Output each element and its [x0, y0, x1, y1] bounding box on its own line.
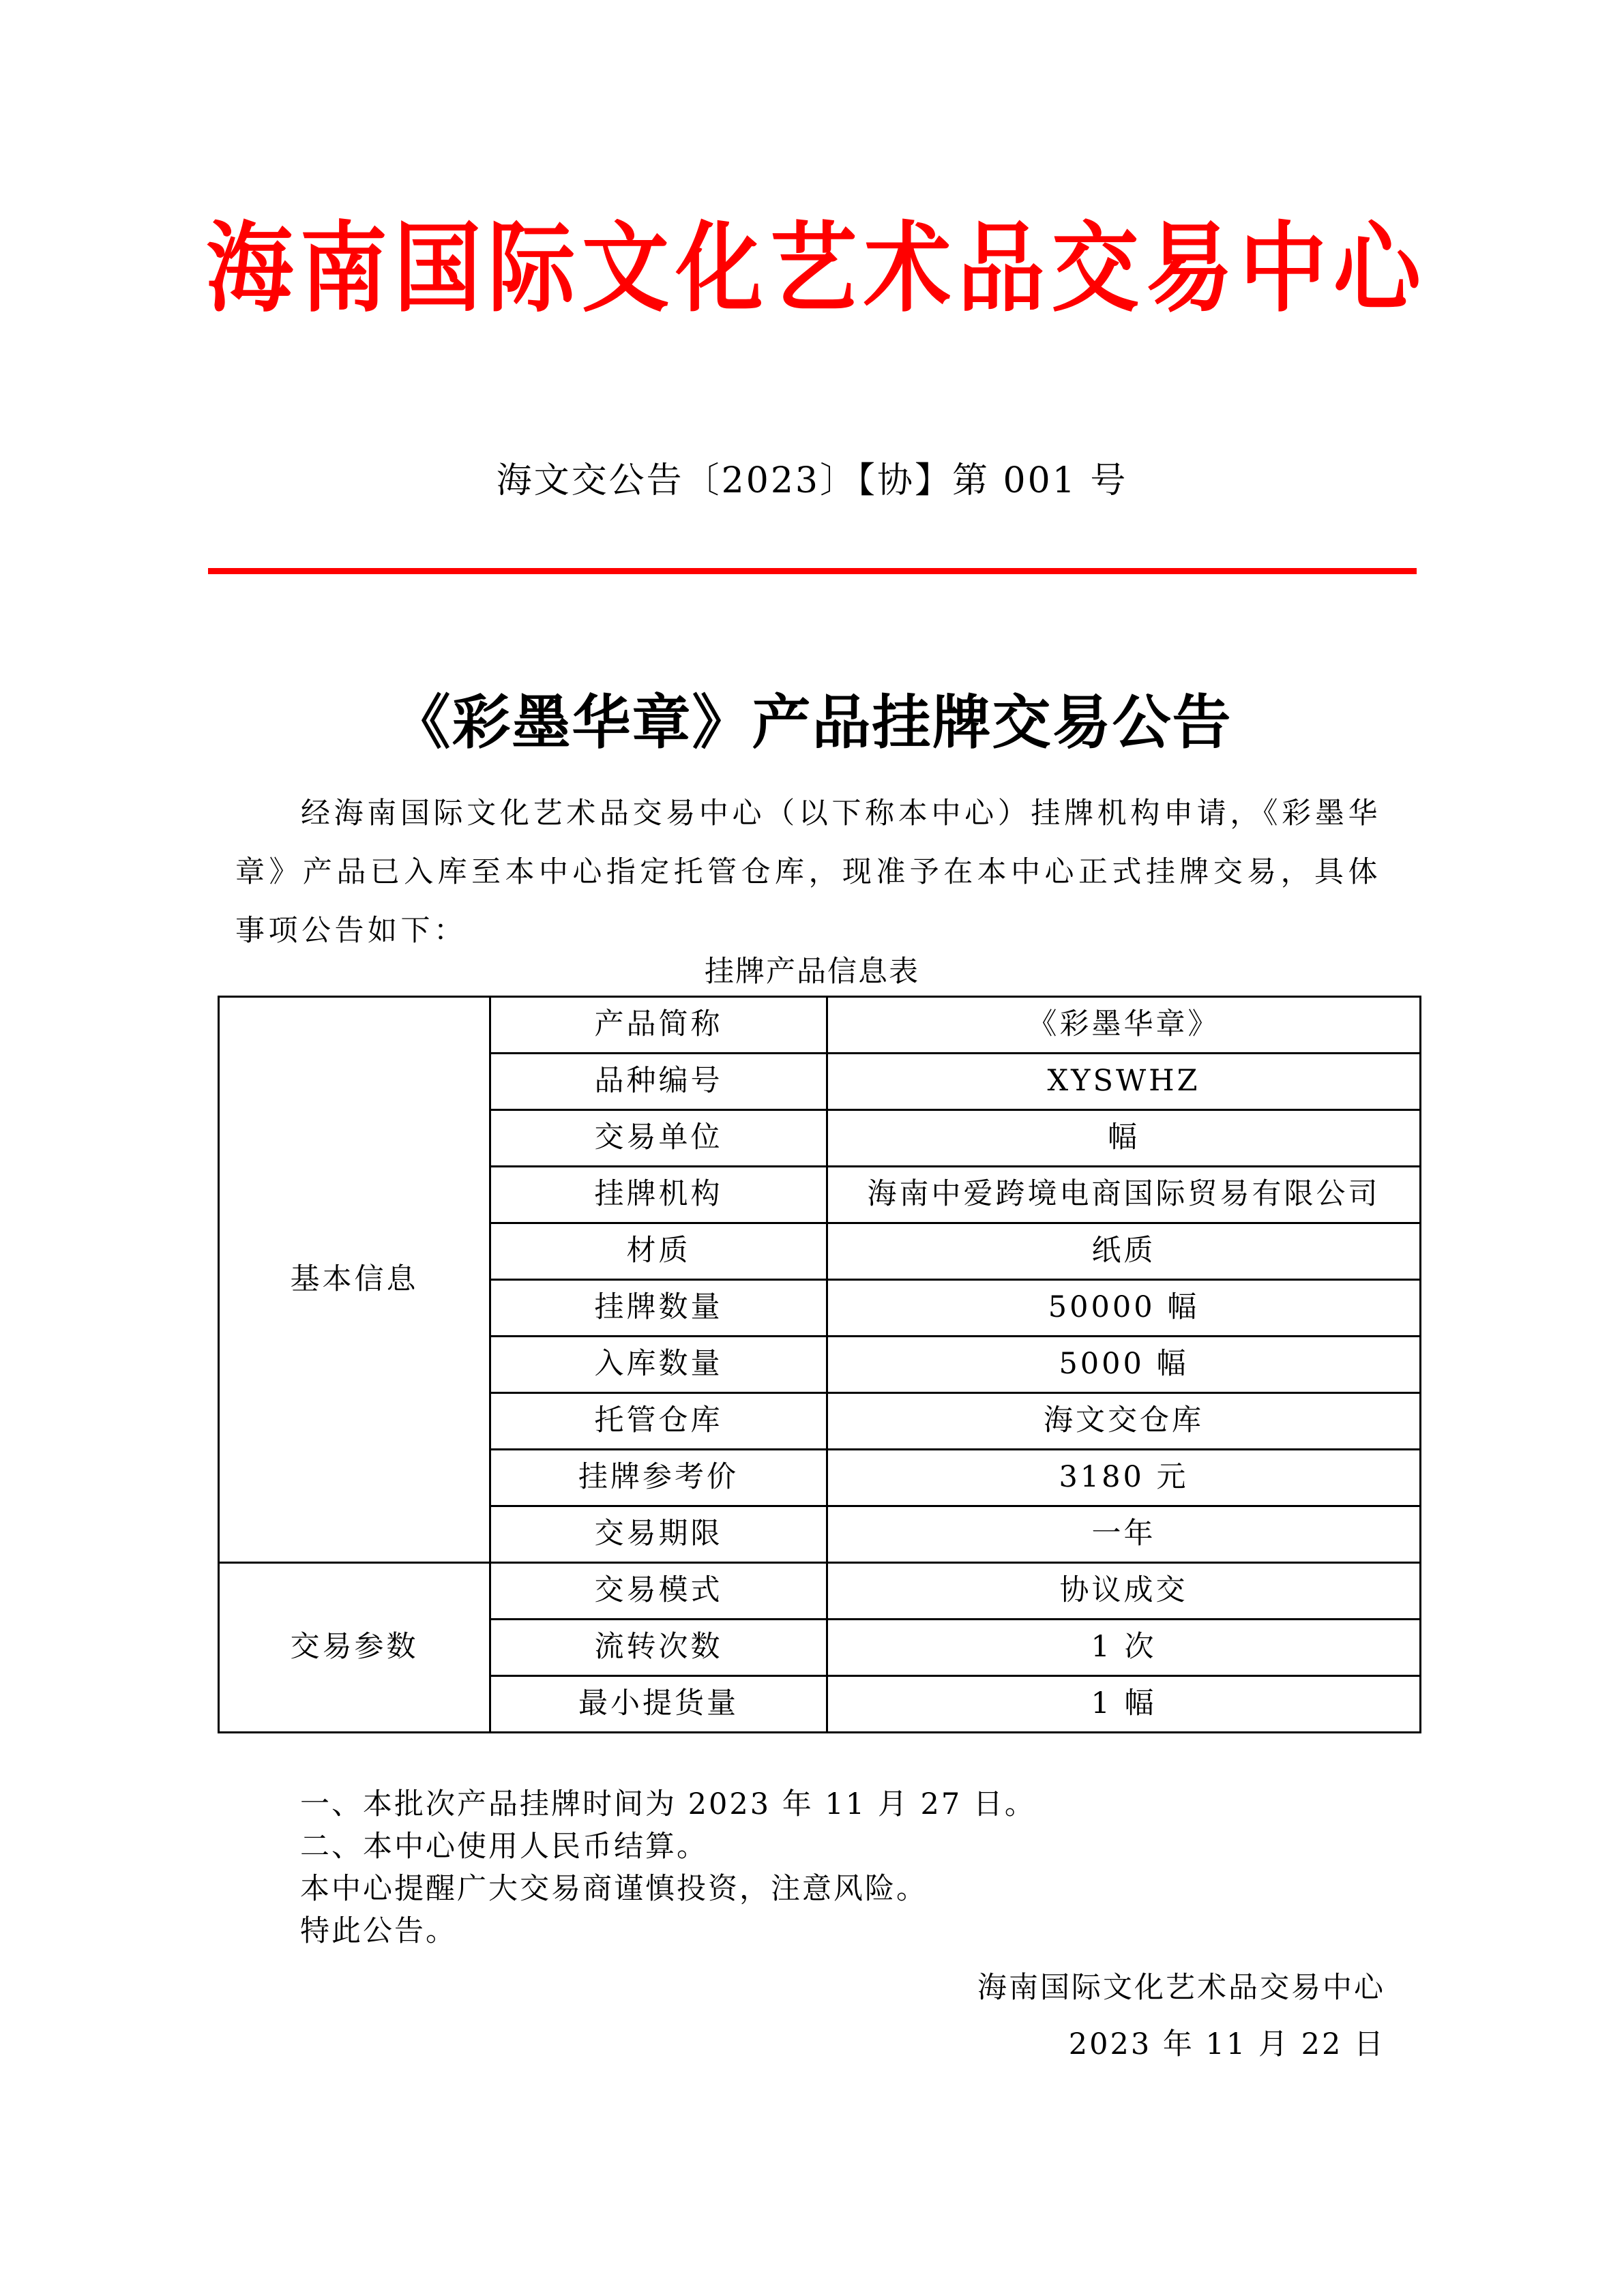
- row-label: 挂牌参考价: [490, 1450, 827, 1506]
- masthead-char: 中: [1239, 212, 1327, 326]
- masthead-char: 南: [299, 212, 387, 326]
- masthead-char: 国: [394, 212, 482, 326]
- masthead-char: 交: [1051, 212, 1139, 326]
- group-cell-trade-params: 交易参数: [219, 1563, 490, 1733]
- note-settlement: 二、本中心使用人民币结算。: [300, 1830, 708, 1864]
- row-label: 交易模式: [490, 1563, 827, 1620]
- row-label: 品种编号: [490, 1054, 827, 1110]
- row-label: 挂牌数量: [490, 1280, 827, 1337]
- red-divider: [208, 568, 1417, 574]
- row-value: 1 次: [827, 1620, 1421, 1676]
- masthead-char: 文: [581, 212, 669, 326]
- group-cell-basic-info: 基本信息: [219, 997, 490, 1563]
- row-value: 5000 幅: [827, 1337, 1421, 1393]
- row-label: 托管仓库: [490, 1393, 827, 1450]
- masthead-char: 海: [205, 212, 293, 326]
- row-value: 协议成交: [827, 1563, 1421, 1620]
- note-closing: 特此公告。: [300, 1914, 457, 1948]
- masthead-char: 心: [1333, 212, 1421, 326]
- intro-paragraph: 经海南国际文化艺术品交易中心（以下称本中心）挂牌机构申请，《彩墨华章》产品已入库至本中心指定托管仓库，现准予在本中心正式挂牌交易，具体事项公告如下：: [235, 796, 1381, 948]
- signature-date: 2023 年 11 月 22 日: [1068, 2027, 1385, 2061]
- masthead-title: [205, 208, 1422, 331]
- signature-organization: 海南国际文化艺术品交易中心: [977, 1971, 1385, 2005]
- row-value: 幅: [827, 1110, 1421, 1167]
- row-value: 一年: [827, 1506, 1421, 1563]
- product-info-table: [218, 996, 1421, 1733]
- row-value: 纸质: [827, 1223, 1421, 1280]
- row-label: 最小提货量: [490, 1676, 827, 1733]
- note-risk-warning: 本中心提醒广大交易商谨慎投资，注意风险。: [300, 1872, 928, 1906]
- table-row: [219, 997, 1421, 1054]
- row-value: 50000 幅: [827, 1280, 1421, 1337]
- row-value: 《彩墨华章》: [827, 997, 1421, 1054]
- row-value: 海南中爱跨境电商国际贸易有限公司: [827, 1167, 1421, 1223]
- row-value: 3180 元: [827, 1450, 1421, 1506]
- row-label: 入库数量: [490, 1337, 827, 1393]
- masthead-char: 术: [863, 212, 951, 326]
- masthead-char: 品: [957, 212, 1045, 326]
- row-label: 产品简称: [490, 997, 827, 1054]
- row-value: XYSWHZ: [827, 1054, 1421, 1110]
- document-number: 海文交公告〔2023〕【协】第 001 号: [496, 460, 1128, 501]
- table-caption: 挂牌产品信息表: [705, 955, 919, 989]
- announcement-title: 《彩墨华章》产品挂牌交易公告: [392, 688, 1232, 757]
- masthead-char: 化: [675, 212, 763, 326]
- masthead-char: 易: [1145, 212, 1233, 326]
- row-label: 交易期限: [490, 1506, 827, 1563]
- row-value: 海文交仓库: [827, 1393, 1421, 1450]
- note-listing-date: 一、本批次产品挂牌时间为 2023 年 11 月 27 日。: [300, 1787, 1036, 1821]
- table-row: [219, 1563, 1421, 1620]
- row-label: 材质: [490, 1223, 827, 1280]
- row-value: 1 幅: [827, 1676, 1421, 1733]
- row-label: 交易单位: [490, 1110, 827, 1167]
- row-label: 挂牌机构: [490, 1167, 827, 1223]
- masthead-char: 艺: [769, 212, 857, 326]
- masthead-char: 际: [488, 212, 576, 326]
- notes-block: [300, 1783, 1391, 1952]
- row-label: 流转次数: [490, 1620, 827, 1676]
